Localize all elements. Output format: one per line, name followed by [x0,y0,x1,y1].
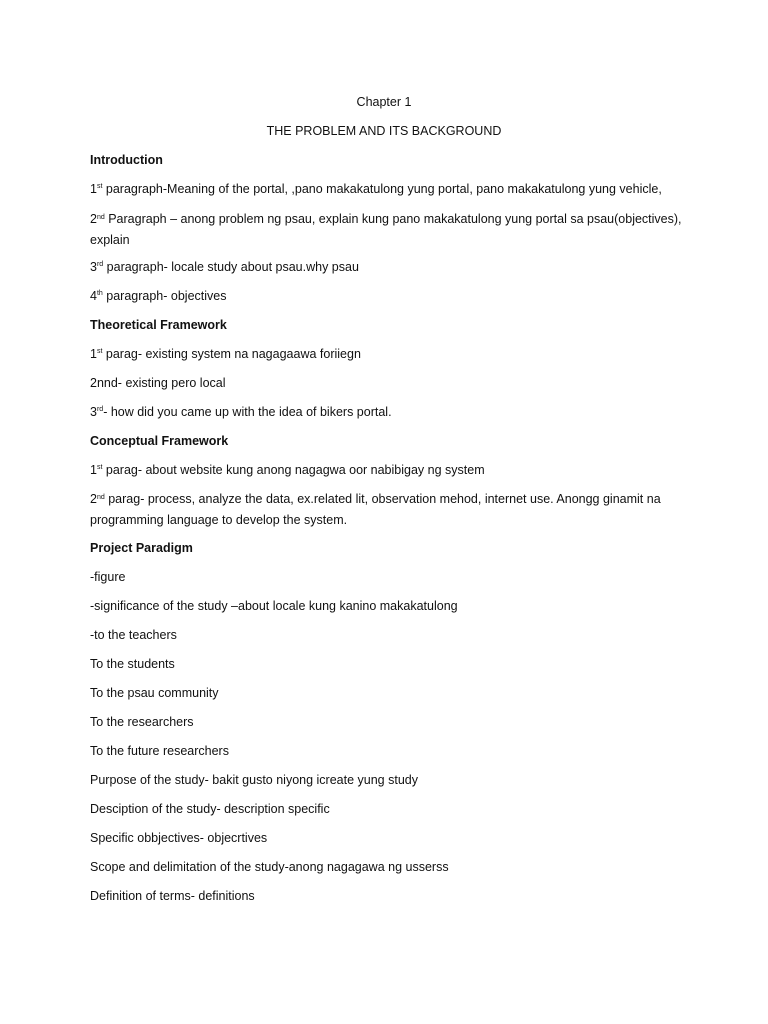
list-item: To the students [90,657,175,671]
list-item: To the future researchers [90,744,229,758]
list-item: To the psau community [90,686,219,700]
paradigm-heading: Project Paradigm [90,541,193,555]
intro-paragraph-1: 1st paragraph-Meaning of the portal, ,pano makakatulong yung portal, pano makakatulong yung vehicle, [90,182,662,196]
list-item: To the researchers [90,715,194,729]
intro-paragraph-2: 2nd Paragraph – anong problem ng psau, explain kung pano makakatulong yung portal sa psau(objectives), explain [90,212,682,247]
list-item: Definition of terms- definitions [90,889,255,903]
theoretical-item-1: 1st parag- existing system na nagagaawa foriiegn [90,347,361,361]
conceptual-item-2: 2nd parag- process, analyze the data, ex.related lit, observation mehod, internet use. Anongg ginamit na programming language to develop the system. [90,492,661,527]
list-item: Scope and delimitation of the study-anong nagagawa ng usserss [90,860,449,874]
list-item: -to the teachers [90,628,177,642]
theoretical-item-2: 2nnd- existing pero local [90,376,226,390]
theoretical-item-3: 3rd- how did you came up with the idea of bikers portal. [90,405,392,419]
theoretical-heading: Theoretical Framework [90,318,227,332]
chapter-label: Chapter 1 [356,95,412,109]
conceptual-heading: Conceptual Framework [90,434,229,448]
chapter-title: THE PROBLEM AND ITS BACKGROUND [266,124,502,138]
list-item: -figure [90,570,126,584]
list-item: Specific obbjectives- objecrtives [90,831,268,845]
introduction-heading: Introduction [90,153,163,167]
conceptual-item-1: 1st parag- about website kung anong nagagwa oor nabibigay ng system [90,463,485,477]
intro-paragraph-4: 4th paragraph- objectives [90,289,227,303]
list-item: Desciption of the study- description specific [90,802,330,816]
list-item: -significance of the study –about locale kung kanino makakatulong [90,599,458,613]
intro-paragraph-3: 3rd paragraph- locale study about psau.why psau [90,260,359,274]
list-item: Purpose of the study- bakit gusto niyong icreate yung study [90,773,418,787]
